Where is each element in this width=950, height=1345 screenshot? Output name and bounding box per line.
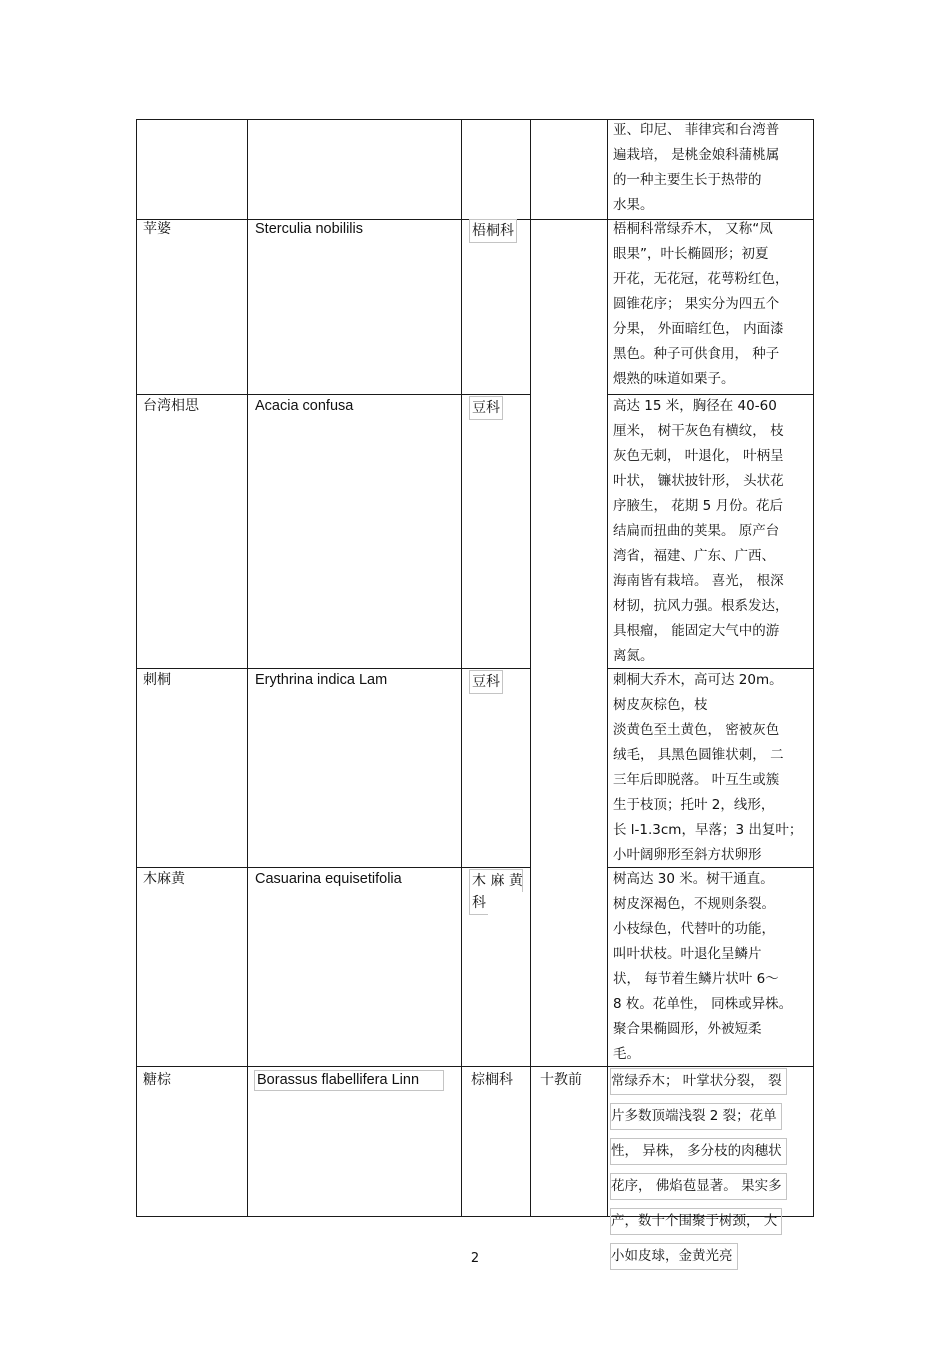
desc-line: 材韧，抗风力强。根系发达， (613, 598, 789, 614)
desc-line: 8 枚。花单性， 同株或异株。 (613, 996, 793, 1012)
family-name: 木 麻 黄 (469, 869, 523, 892)
desc-line: 水果。 (613, 197, 654, 213)
desc-line: 产，数十个围聚于树颈， 大 (610, 1208, 782, 1235)
family-name: 棕榈科 (471, 1072, 513, 1088)
plant-name: 木麻黄 (143, 871, 185, 887)
latin-name: Erythrina indica Lam (255, 672, 388, 688)
plant-name: 台湾相思 (143, 398, 199, 414)
desc-line: 煨熟的味道如栗子。 (613, 371, 735, 387)
desc-line: 离氮。 (613, 648, 654, 664)
desc-line: 生于枝顶；托叶 2，线形， (613, 797, 775, 813)
plant-description (613, 217, 809, 392)
plant-description (613, 394, 809, 669)
latin-name: Acacia confusa (255, 398, 354, 414)
desc-line: 的一种主要生长于热带的 (613, 172, 762, 188)
desc-line: 长 l-1.3cm，早落；3 出复叶； (613, 822, 803, 838)
plant-description (613, 668, 809, 868)
desc-line: 小叶阔卵形至斜方状卵形 (613, 847, 762, 863)
desc-line: 叶状， 镰状披针形， 头状花 (613, 473, 784, 489)
desc-line: 结扁而扭曲的荚果。 原产台 (613, 523, 780, 539)
desc-line: 小如皮球，金黄光亮 (610, 1243, 738, 1270)
plant-description (610, 1068, 806, 1278)
desc-line: 聚合果椭圆形，外被短柔 (613, 1021, 762, 1037)
latin-name: Borassus flabellifera Linn (254, 1070, 444, 1091)
plant-name: 苹婆 (143, 221, 171, 237)
desc-line: 眼果”，叶长椭圆形；初夏 (613, 246, 769, 262)
desc-line: 黑色。种子可供食用， 种子 (613, 346, 780, 362)
col-divider (530, 119, 531, 1216)
family-name: 豆科 (469, 396, 503, 420)
desc-line: 灰色无刺， 叶退化， 叶柄呈 (613, 448, 784, 464)
continuation-description (613, 118, 809, 218)
desc-line: 圆锥花序； 果实分为四五个 (613, 296, 780, 312)
desc-line: 状， 每节着生鳞片状叶 6～ (613, 971, 779, 987)
desc-line: 序腋生， 花期 5 月份。花后 (613, 498, 783, 514)
col-divider (813, 119, 814, 1216)
family-name: 豆科 (469, 670, 503, 694)
plant-description (613, 867, 809, 1067)
plant-name: 刺桐 (143, 672, 171, 688)
col-divider (247, 119, 248, 1216)
desc-line: 三年后即脱落。 叶互生或簇 (613, 772, 780, 788)
desc-line: 湾省，福建、广东、广西、 (613, 548, 775, 564)
desc-line: 刺桐大乔木，高可达 20m。 (613, 672, 783, 688)
latin-name: Sterculia nobililis (255, 221, 363, 237)
desc-line: 淡黄色至土黄色， 密被灰色 (613, 722, 780, 738)
desc-line: 常绿乔木； 叶掌状分裂， 裂 (610, 1068, 787, 1095)
desc-line: 叫叶状枝。叶退化呈鳞片 (613, 946, 762, 962)
page-number: 2 (470, 1251, 480, 1266)
col-divider (136, 119, 137, 1216)
col-divider (607, 119, 608, 1216)
desc-line: 遍栽培， 是桃金娘科蒲桃属 (613, 147, 780, 163)
desc-line: 花序， 佛焰苞显著。 果实多 (610, 1173, 787, 1200)
desc-line: 树高达 30 米。树干通直。 (613, 871, 774, 887)
plant-name: 糖棕 (143, 1072, 171, 1088)
desc-line: 开花，无花冠，花萼粉红色， (613, 271, 789, 287)
desc-line: 高达 15 米，胸径在 40-60 (613, 398, 777, 414)
desc-line: 厘米， 树干灰色有横纹， 枝 (613, 423, 784, 439)
desc-line: 海南皆有栽培。 喜光， 根深 (613, 573, 784, 589)
desc-line: 性， 异株， 多分枝的肉穗状 (610, 1138, 787, 1165)
desc-line: 具根瘤， 能固定大气中的游 (613, 623, 780, 639)
family-name: 梧桐科 (469, 219, 517, 243)
desc-line: 树皮灰棕色，枝 (613, 697, 708, 713)
era: 十教前 (540, 1072, 582, 1088)
desc-line: 树皮深褐色，不规则条裂。 (613, 896, 775, 912)
desc-line: 梧桐科常绿乔木， 又称“凤 (613, 221, 773, 237)
desc-line: 片多数顶端浅裂 2 裂；花单 (610, 1103, 782, 1130)
col-divider (461, 119, 462, 1216)
desc-line: 绒毛， 具黑色圆锥状刺， 二 (613, 747, 784, 763)
desc-line: 毛。 (613, 1046, 640, 1062)
desc-line: 亚、印尼、 菲律宾和台湾普 (613, 122, 780, 138)
family-name-wrap: 科 (469, 892, 488, 915)
desc-line: 小枝绿色，代替叶的功能， (613, 921, 775, 937)
latin-name: Casuarina equisetifolia (255, 871, 402, 887)
desc-line: 分果， 外面暗红色， 内面漆 (613, 321, 784, 337)
